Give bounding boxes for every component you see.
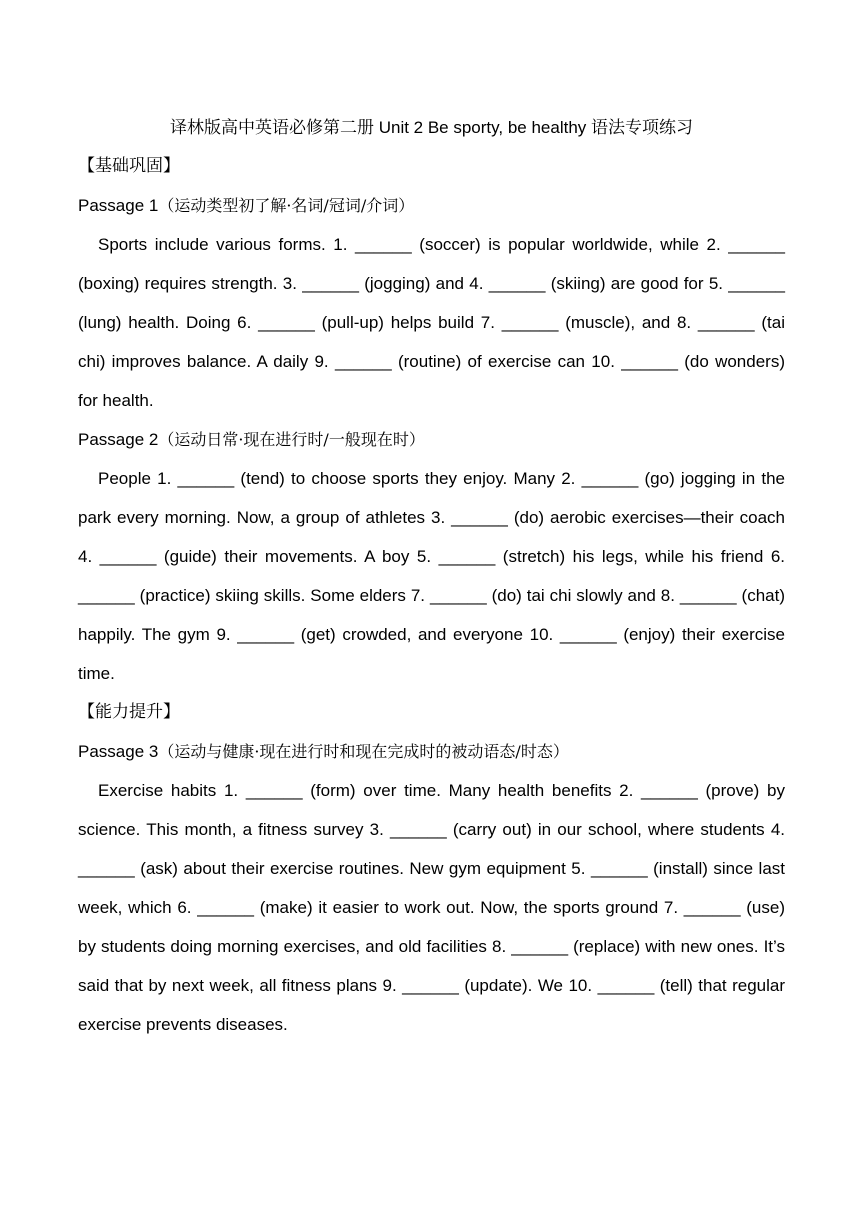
section-heading-basic: 【基础巩固】 <box>78 156 180 176</box>
passage-1-label: Passage 1 <box>78 196 159 215</box>
passage-3-label: Passage 3 <box>78 742 159 761</box>
passage-3-text: Exercise habits 1. ______ (form) over time. Many health benefits 2. ______ (prove) by science. This month, a fitness survey 3. ______ (carry out) in our school, where students 4. ______ (ask) about their exercise routines. New gym equipment 5. ______ (install) since last week, which 6. ______ (make) it easier to work out. Now, the sports ground 7. ______ (use) by students doing morning exercises, and old facilities 8. ______ (replace) with new ones. It’s said that by next week, all fitness plans 9. ______ (update). We 10. ______ (tell) that regular exercise prevents diseases. <box>78 781 785 1034</box>
passage-2-subtitle: （运动日常·现在进行时/一般现在时） <box>158 430 425 449</box>
document-page <box>78 108 785 1044</box>
document-title: 译林版高中英语必修第二册 Unit 2 Be sporty, be healthy 语法专项练习 <box>169 118 694 137</box>
passage-3-subtitle: （运动与健康·现在进行时和现在完成时的被动语态/时态） <box>158 742 569 761</box>
section-heading-advanced: 【能力提升】 <box>78 702 180 722</box>
passage-1-subtitle: （运动类型初了解·名词/冠词/介词） <box>158 196 415 215</box>
passage-2-label: Passage 2 <box>78 430 159 449</box>
passage-2-text: People 1. ______ (tend) to choose sports they enjoy. Many 2. ______ (go) jogging in the park every morning. Now, a group of athletes 3. ______ (do) aerobic exercises—their coach 4. ______ (guide) their movements. A boy 5. ______ (stretch) his legs, while his friend 6. ______ (practice) skiing skills. Some elders 7. ______ (do) tai chi slowly and 8. ______ (chat) happily. The gym 9. ______ (get) crowded, and everyone 10. ______ (enjoy) their exercise time. <box>78 469 785 683</box>
passage-3-heading <box>78 732 785 771</box>
passage-1-heading <box>78 186 785 225</box>
passage-2-heading <box>78 420 785 459</box>
passage-1-text: Sports include various forms. 1. ______ (soccer) is popular worldwide, while 2. ______ (boxing) requires strength. 3. ______ (jogging) and 4. ______ (skiing) are good for 5. ______ (lung) health. Doing 6. ______ (pull-up) helps build 7. ______ (muscle), and 8. ______ (tai chi) improves balance. A daily 9. ______ (routine) of exercise can 10. ______ (do wonders) for health. <box>78 235 785 410</box>
